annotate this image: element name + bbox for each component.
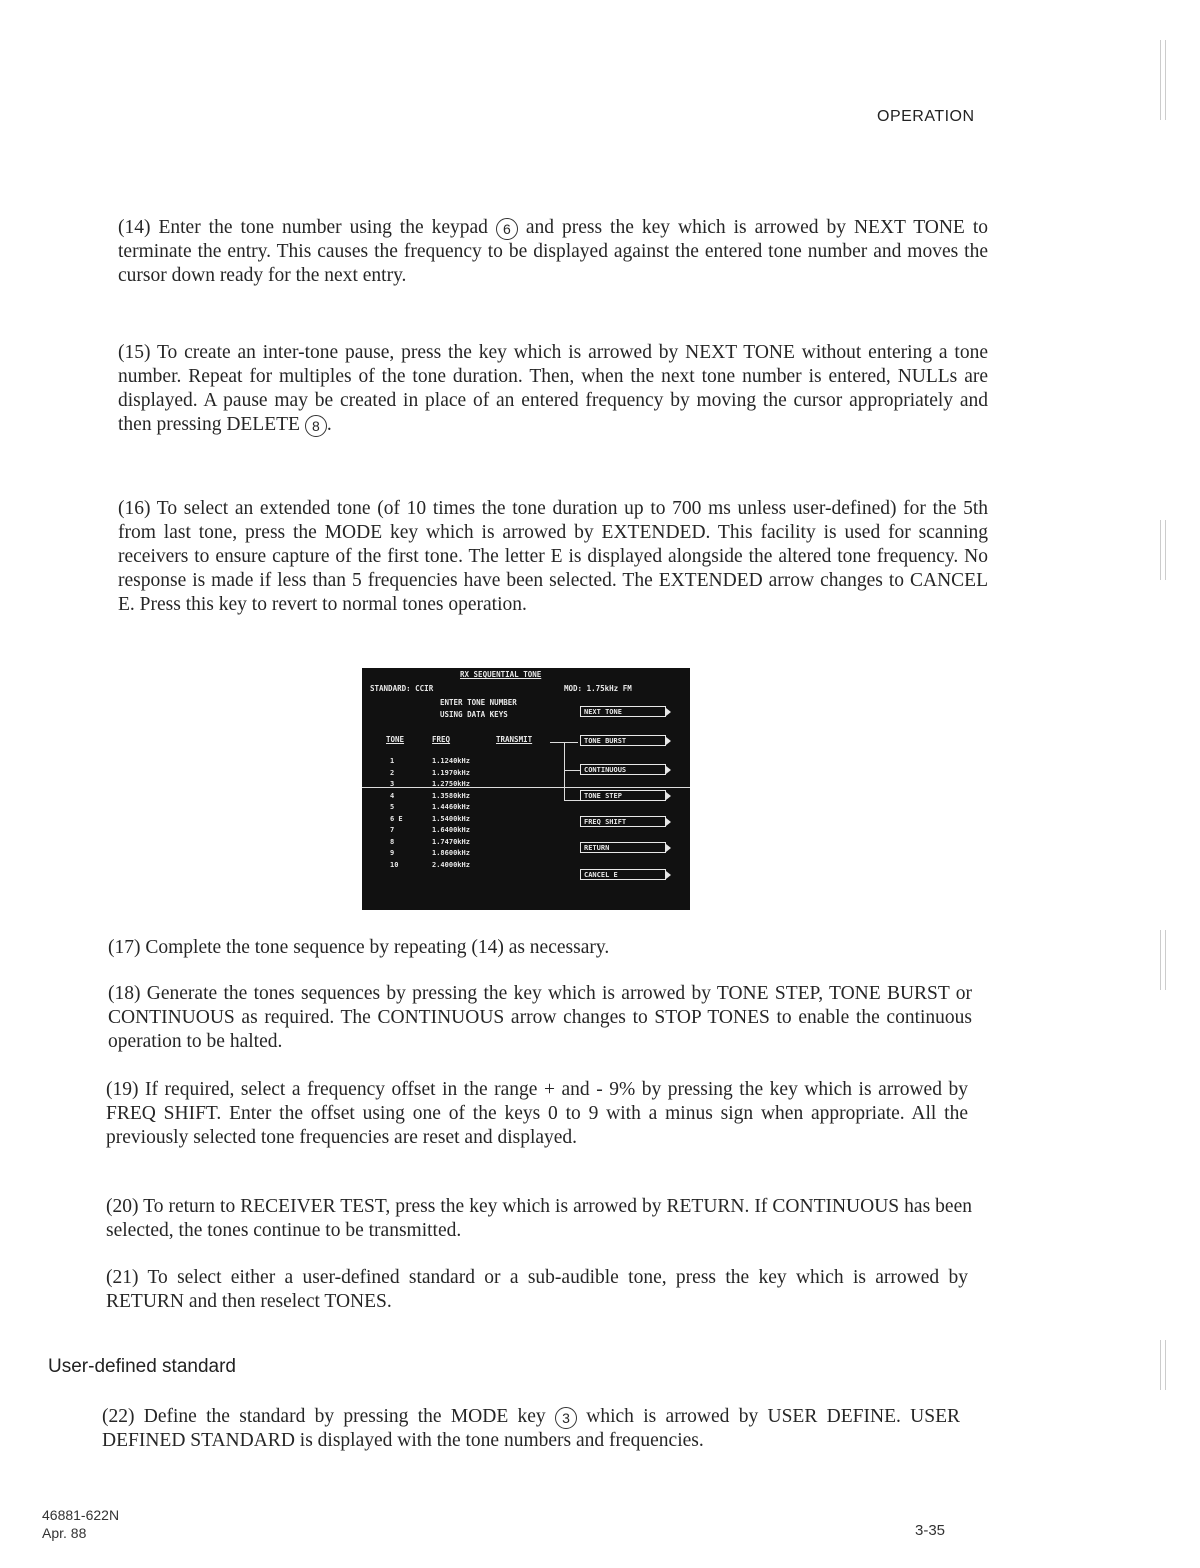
paragraph-15 <box>118 341 988 437</box>
paragraph-14 <box>118 216 988 288</box>
screen-tone-number: 1 <box>390 757 395 765</box>
paragraph-17: (17) Complete the tone sequence by repeating (14) as necessary. <box>108 937 610 958</box>
screen-tone-number: 6 E <box>390 814 403 823</box>
screen-tone-row <box>390 792 550 802</box>
scan-mark <box>1160 520 1166 580</box>
paragraph-15-text-a: (15) To create an inter-tone pause, press the key which is arrowed by NEXT TONE without entering a tone number. Repeat for multiples of the tone duration. Then, when the next tone number is entered, NULLs are displayed. A pause may be created in place of an entered frequency by moving the cursor appropriately and then pressing DELETE <box>118 342 988 435</box>
paragraph-21: (21) To select either a user-defined standard or a sub-audible tone, press the key which is arrowed by RETURN and then reselect TONES. <box>106 1267 968 1312</box>
screen-tone-number: 8 <box>390 837 395 846</box>
running-header: OPERATION <box>877 108 975 125</box>
softkey-label: NEXT TONE <box>580 706 666 717</box>
section-heading: User-defined standard <box>48 1356 236 1377</box>
screen-col-transmit: TRANSMIT <box>496 735 533 744</box>
screen-tone-row <box>390 861 550 871</box>
screen-tone-row <box>390 849 550 859</box>
footer-left <box>42 1506 119 1542</box>
screen-tone-number: 10 <box>390 860 399 869</box>
screen-tone-number: 2 <box>390 768 395 777</box>
paragraph-22-text-b: which is arrowed by USER DEFINE. USER DEFINED STANDARD is displayed with the tone numbers and frequencies. <box>102 1406 960 1451</box>
instrument-screen <box>362 668 690 910</box>
screen-tone-number: 9 <box>390 849 395 857</box>
paragraph-15-text-b: . <box>326 414 332 435</box>
screen-tone-number: 4 <box>390 791 395 800</box>
screen-tone-row <box>390 838 550 848</box>
paragraph-18: (18) Generate the tones sequences by pressing the key which is arrowed by TONE STEP, TONE BURST or CONTINUOUS as required. The CONTINUOUS arrow changes to STOP TONES to enable the continuous operation to be halted. <box>108 983 972 1052</box>
screen-tone-number: 5 <box>390 803 395 811</box>
paragraph-19: (19) If required, select a frequency offset in the range + and - 9% by pressing the key which is arrowed by FREQ SHIFT. Enter the offset using one of the keys 0 to 9 with a minus sign when appropriate. All the previously selected tone frequencies are reset and displayed. <box>106 1079 968 1148</box>
screen-tone-frequency: 1.1240kHz <box>432 757 470 765</box>
screen-tone-row <box>390 780 550 790</box>
paragraph-14-text-a: (14) Enter the tone number using the keypad <box>118 217 496 238</box>
softkey-label: CONTINUOUS <box>580 764 666 775</box>
paragraph-20: (20) To return to RECEIVER TEST, press the key which is arrowed by RETURN. If CONTINUOUS has been selected, the tones continue to be transmitted. <box>106 1196 972 1241</box>
footer-date: Apr. 88 <box>42 1525 87 1541</box>
screen-tone-frequency: 2.4000kHz <box>432 860 470 869</box>
screen-col-tone: TONE <box>386 735 405 744</box>
scan-mark <box>1160 40 1166 120</box>
keypad-key-icon: 6 <box>496 218 518 240</box>
screen-title: RX SEQUENTIAL TONE <box>460 670 542 679</box>
screen-standard: STANDARD: CCIR <box>370 684 434 693</box>
screen-tone-frequency: 1.4460kHz <box>432 803 470 811</box>
softkey-label: TONE STEP <box>580 790 666 801</box>
page-number: 3-35 <box>915 1522 946 1539</box>
footer-doc-number: 46881-622N <box>42 1507 120 1523</box>
screen-col-freq: FREQ <box>432 735 451 744</box>
softkey-label: CANCEL E <box>580 869 666 880</box>
screen-tone-frequency: 1.2750kHz <box>432 780 470 788</box>
softkey-label: RETURN <box>580 842 666 853</box>
softkey-label: TONE BURST <box>580 735 666 746</box>
scan-mark <box>1160 930 1166 990</box>
screen-tone-number: 7 <box>390 826 395 834</box>
screen-prompt-2: USING DATA KEYS <box>440 710 508 719</box>
paragraph-14-text-b: and press the key which is arrowed by NEXT TONE to terminate the entry. This causes the frequency to be displayed against the entered tone number and moves the cursor down ready for the next entry. <box>118 217 988 286</box>
mode-key-icon: 3 <box>555 1407 577 1429</box>
screen-tone-row <box>390 826 550 836</box>
screen-tone-frequency: 1.7470kHz <box>432 837 470 846</box>
delete-key-icon: 8 <box>305 415 327 437</box>
scan-mark <box>1160 1340 1166 1390</box>
screen-tone-row <box>390 769 550 779</box>
screen-tone-frequency: 1.1970kHz <box>432 768 470 777</box>
screen-tone-frequency: 1.3580kHz <box>432 791 470 800</box>
screen-tone-row <box>390 803 550 813</box>
screen-prompt-1: ENTER TONE NUMBER <box>440 698 517 707</box>
screen-tone-row <box>390 757 550 767</box>
paragraph-16: (16) To select an extended tone (of 10 times the tone duration up to 700 ms unless user-defined) for the 5th from last tone, press the MODE key which is arrowed by EXTENDED. This facility is used for scanning receivers to ensure capture of the first tone. The letter E is displayed alongside the altered tone frequency. No response is made if less than 5 frequencies have been selected. The EXTENDED arrow changes to CANCEL E. Press this key to revert to normal tones operation. <box>118 498 988 615</box>
softkey-label: FREQ SHIFT <box>580 816 666 827</box>
screen-tone-row <box>390 815 550 825</box>
screen-tone-number: 3 <box>390 780 395 788</box>
paragraph-22 <box>102 1405 960 1453</box>
screen-tone-frequency: 1.8600kHz <box>432 849 470 857</box>
paragraph-22-text-a: (22) Define the standard by pressing the MODE key <box>102 1406 555 1427</box>
screen-tone-frequency: 1.5400kHz <box>432 814 470 823</box>
screen-mod: MOD: 1.75kHz FM <box>564 684 632 693</box>
screen-tone-frequency: 1.6400kHz <box>432 826 470 834</box>
